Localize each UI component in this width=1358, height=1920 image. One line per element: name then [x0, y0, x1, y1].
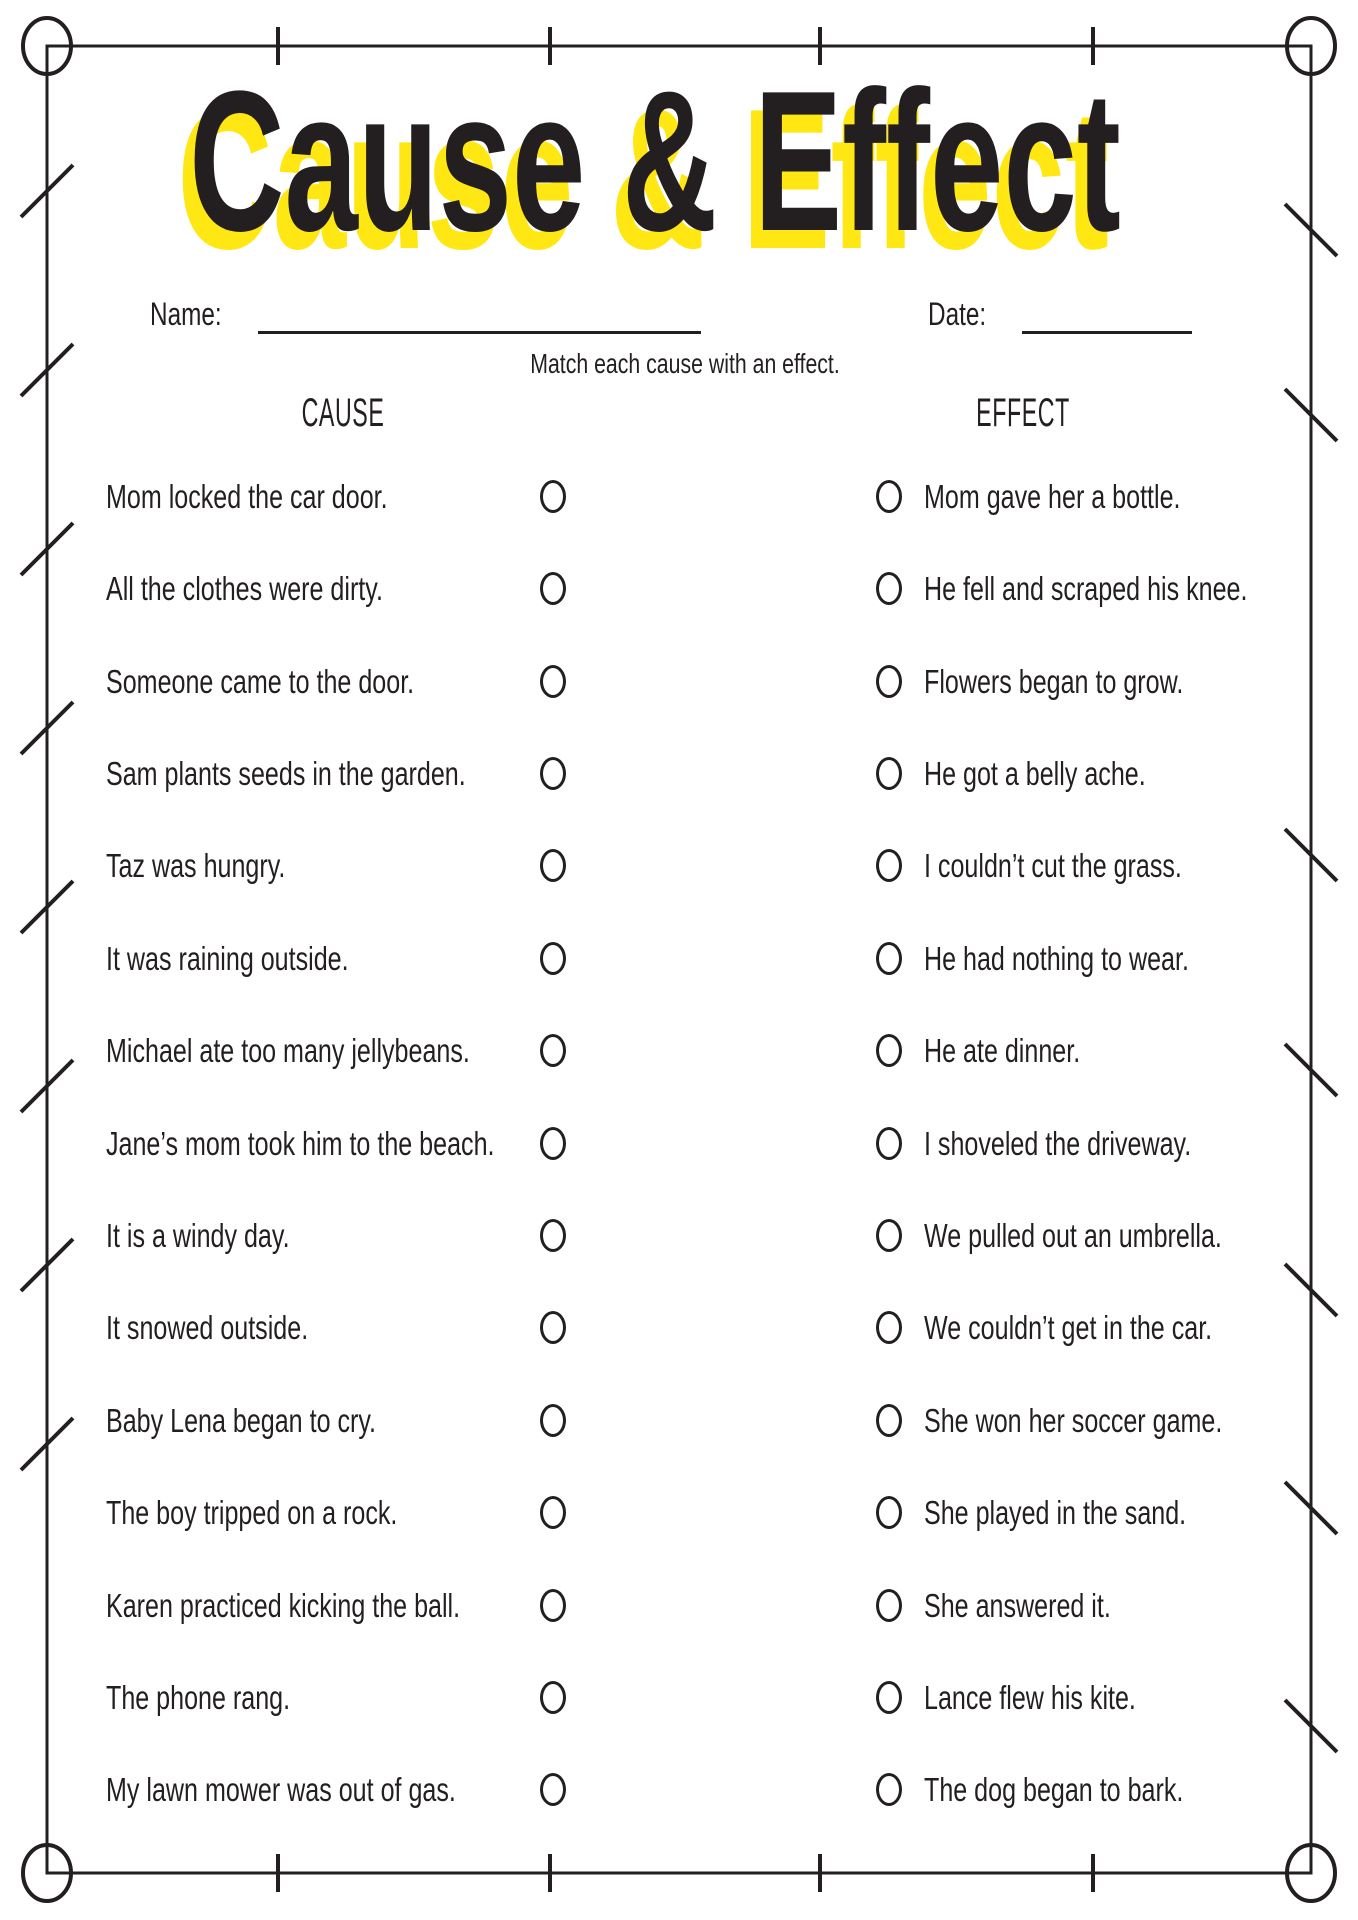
- effect-column-header: EFFECT: [976, 391, 1070, 435]
- cause-text: It was raining outside.: [106, 940, 349, 977]
- match-row: [106, 567, 1270, 611]
- match-row: [106, 1491, 1270, 1535]
- match-row: [106, 1306, 1270, 1350]
- cause-match-circle[interactable]: [540, 849, 566, 882]
- cause-column-header: CAUSE: [301, 391, 385, 435]
- cause-match-circle[interactable]: [540, 1589, 566, 1622]
- cause-text: Mom locked the car door.: [106, 478, 388, 515]
- effect-match-circle[interactable]: [876, 480, 902, 513]
- cause-text: Karen practiced kicking the ball.: [106, 1587, 461, 1624]
- effect-match-circle[interactable]: [876, 1127, 902, 1160]
- match-row: [106, 475, 1270, 519]
- effect-text: He ate dinner.: [924, 1032, 1081, 1069]
- cause-text: My lawn mower was out of gas.: [106, 1771, 456, 1808]
- match-row: [106, 1584, 1270, 1628]
- match-row: [106, 1399, 1270, 1443]
- effect-text: Flowers began to grow.: [924, 663, 1184, 700]
- date-blank-line[interactable]: [1022, 331, 1192, 334]
- effect-text: He had nothing to wear.: [924, 940, 1189, 977]
- effect-match-circle[interactable]: [876, 1681, 902, 1714]
- cause-match-circle[interactable]: [540, 1681, 566, 1714]
- instruction-text: Match each cause with an effect.: [530, 348, 840, 379]
- cause-match-circle[interactable]: [540, 1496, 566, 1529]
- match-row: [106, 752, 1270, 796]
- match-row: [106, 1029, 1270, 1073]
- effect-match-circle[interactable]: [876, 1219, 902, 1252]
- effect-text: I couldn’t cut the grass.: [924, 847, 1182, 884]
- cause-match-circle[interactable]: [540, 942, 566, 975]
- cause-text: Baby Lena began to cry.: [106, 1402, 377, 1439]
- cause-text: Jane’s mom took him to the beach.: [106, 1125, 495, 1162]
- cause-match-circle[interactable]: [540, 1219, 566, 1252]
- cause-text: Sam plants seeds in the garden.: [106, 755, 466, 792]
- effect-match-circle[interactable]: [876, 1311, 902, 1344]
- match-row: [106, 937, 1270, 981]
- effect-match-circle[interactable]: [876, 849, 902, 882]
- effect-match-circle[interactable]: [876, 572, 902, 605]
- cause-match-circle[interactable]: [540, 1127, 566, 1160]
- name-blank-line[interactable]: [258, 331, 701, 334]
- cause-match-circle[interactable]: [540, 665, 566, 698]
- effect-text: She won her soccer game.: [924, 1402, 1223, 1439]
- cause-text: Someone came to the door.: [106, 663, 415, 700]
- effect-text: I shoveled the driveway.: [924, 1125, 1192, 1162]
- cause-text: Taz was hungry.: [106, 847, 286, 884]
- cause-text: It is a windy day.: [106, 1217, 290, 1254]
- match-row: [106, 1122, 1270, 1166]
- effect-text: We pulled out an umbrella.: [924, 1217, 1222, 1254]
- date-label: Date:: [928, 296, 987, 332]
- effect-match-circle[interactable]: [876, 1404, 902, 1437]
- match-row: [106, 1676, 1270, 1720]
- effect-match-circle[interactable]: [876, 757, 902, 790]
- cause-text: The phone rang.: [106, 1679, 291, 1716]
- effect-text: She answered it.: [924, 1587, 1111, 1624]
- effect-text: The dog began to bark.: [924, 1771, 1184, 1808]
- cause-match-circle[interactable]: [540, 572, 566, 605]
- match-row: [106, 660, 1270, 704]
- effect-match-circle[interactable]: [876, 942, 902, 975]
- effect-text: We couldn’t get in the car.: [924, 1309, 1213, 1346]
- effect-match-circle[interactable]: [876, 1589, 902, 1622]
- cause-match-circle[interactable]: [540, 1404, 566, 1437]
- cause-text: All the clothes were dirty.: [106, 570, 383, 607]
- cause-match-circle[interactable]: [540, 480, 566, 513]
- effect-match-circle[interactable]: [876, 1034, 902, 1067]
- cause-match-circle[interactable]: [540, 1773, 566, 1806]
- effect-text: He got a belly ache.: [924, 755, 1146, 792]
- effect-match-circle[interactable]: [876, 1496, 902, 1529]
- effect-text: He fell and scraped his knee.: [924, 570, 1248, 607]
- cause-text: The boy tripped on a rock.: [106, 1494, 398, 1531]
- cause-match-circle[interactable]: [540, 1034, 566, 1067]
- match-row: [106, 844, 1270, 888]
- match-row: [106, 1214, 1270, 1258]
- effect-text: She played in the sand.: [924, 1494, 1187, 1531]
- page-title: Cause & Effect: [189, 50, 1121, 273]
- cause-match-circle[interactable]: [540, 1311, 566, 1344]
- effect-match-circle[interactable]: [876, 665, 902, 698]
- name-label: Name:: [150, 296, 222, 332]
- match-row: [106, 1768, 1270, 1812]
- cause-text: Michael ate too many jellybeans.: [106, 1032, 470, 1069]
- cause-match-circle[interactable]: [540, 757, 566, 790]
- cause-text: It snowed outside.: [106, 1309, 309, 1346]
- effect-text: Lance flew his kite.: [924, 1679, 1136, 1716]
- effect-match-circle[interactable]: [876, 1773, 902, 1806]
- effect-text: Mom gave her a bottle.: [924, 478, 1181, 515]
